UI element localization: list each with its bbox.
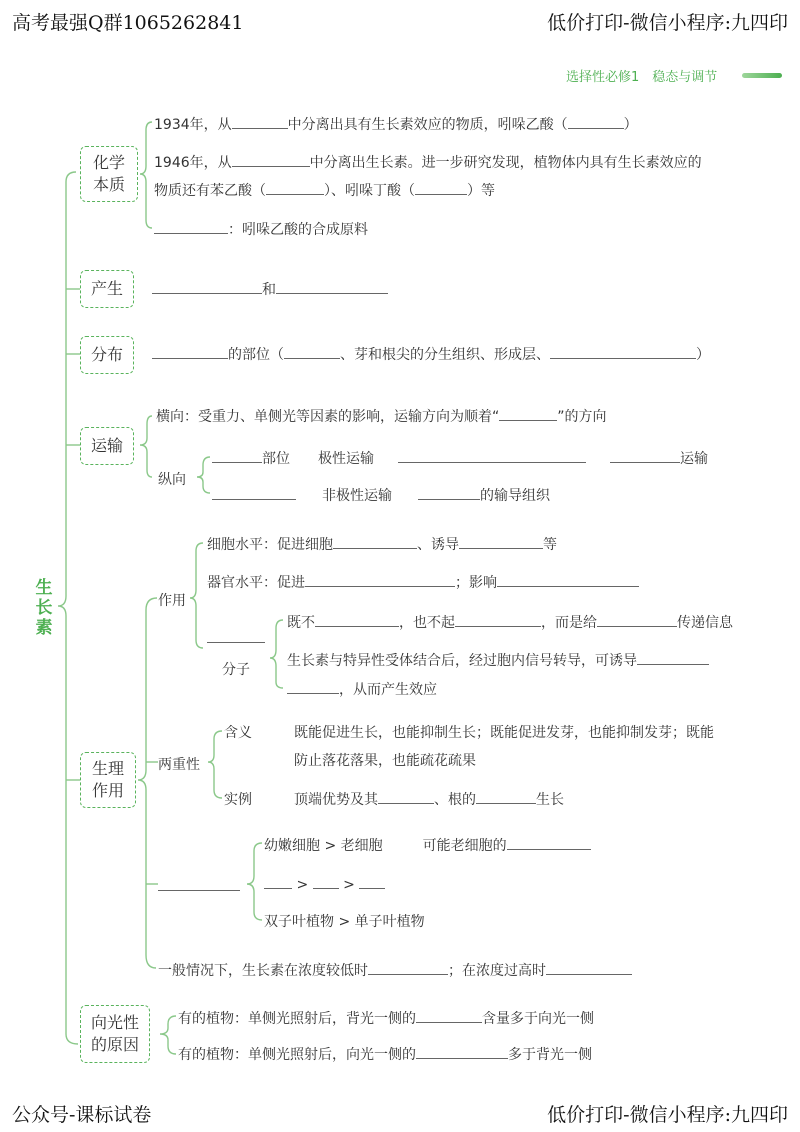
transport-horizontal-line: 横向：受重力、单侧光等因素的影响，运输方向为顺着“ ”的方向	[156, 406, 607, 426]
meaning-label: 含义	[224, 725, 252, 741]
transport-polar-line: 部位 极性运输 运输	[212, 448, 708, 468]
transport-nonpolar-line: 非极性运输 的输导组织	[212, 485, 550, 505]
sensitivity-line-1: 幼嫩细胞 > 老细胞 可能老细胞的	[264, 835, 591, 855]
node-label: 运输	[90, 436, 123, 455]
molecular-bracket	[270, 620, 283, 688]
node-phototropism-cause	[80, 1005, 150, 1063]
chem-bracket	[140, 122, 152, 228]
chem-line-other-auxins: 物质还有苯乙酸（ ）、吲哚丁酸（ ）等	[154, 180, 495, 200]
dual-effect-label: 两重性	[158, 757, 200, 773]
chapter-subtitle: 选择性必修1 稳态与调节	[566, 70, 718, 85]
general-concentration-line: 一般情况下，生长素在浓度较低时 ；在浓度过高时	[158, 960, 632, 980]
meaning-line-2: 防止落花落果，也能疏花疏果	[294, 753, 476, 769]
footer-left-text: 公众号-课标试卷	[12, 1104, 152, 1126]
phototropism-line-1: 有的植物：单侧光照射后，背光一侧的 含量多于向光一侧	[178, 1008, 594, 1028]
node-production	[80, 270, 134, 308]
header-left-text: 高考最强Q群1065262841	[12, 12, 244, 34]
node-label: 生理	[91, 759, 124, 778]
node-chemical-nature	[80, 146, 138, 202]
root-label-auxin: 生长素	[35, 578, 53, 638]
molecular-line-2: 生长素与特异性受体结合后，经过胞内信号转导，可诱导	[287, 650, 709, 670]
transport-bracket	[140, 416, 152, 477]
molecular-line-1: 既不 ，也不起 ，而是给 传递信息	[287, 612, 733, 632]
molecular-label: 分子	[222, 662, 250, 678]
phototropism-line-2: 有的植物：单侧光照射后，向光一侧的 多于背光一侧	[178, 1044, 592, 1064]
chem-line-precursor: ：吲哚乙酸的合成原料	[154, 219, 368, 239]
node-transport	[80, 427, 134, 465]
footer-right-text: 低价打印-微信小程序:九四印	[547, 1104, 788, 1126]
vertical-bracket	[197, 457, 210, 493]
sensitivity-line-2: > >	[264, 874, 385, 893]
node-label: 化学	[92, 153, 125, 172]
node-label: 产生	[90, 279, 123, 298]
node-physiological-action	[80, 752, 136, 808]
physio-bracket	[138, 598, 157, 968]
header-right-text: 低价打印-微信小程序:九四印	[547, 12, 788, 34]
example-line: 顶端优势及其 、根的 生长	[294, 789, 564, 809]
effect-cell-level: 细胞水平：促进细胞 、诱导 等	[207, 534, 557, 554]
node-distribution	[80, 336, 134, 374]
node-label: 作用	[91, 781, 124, 800]
chem-line-1946: 1946年，从 中分离出生长素。进一步研究发现，植物体内具有生长素效应的	[154, 152, 702, 172]
node-label: 向光性	[90, 1013, 139, 1032]
distribution-line: 的部位（ 、芽和根尖的分生组织、形成层、 ）	[152, 344, 710, 364]
sensitivity-blank	[158, 876, 240, 895]
effect-bracket	[190, 543, 203, 648]
node-label: 分布	[90, 345, 123, 364]
example-label: 实例	[224, 792, 252, 808]
transport-vertical-label: 纵向	[158, 472, 186, 488]
node-label: 本质	[92, 175, 125, 194]
node-label: 的原因	[90, 1035, 139, 1054]
phototropism-bracket	[160, 1016, 176, 1054]
sensitivity-line-3: 双子叶植物 > 单子叶植物	[264, 914, 425, 930]
effect-organ-level: 器官水平：促进 ；影响	[207, 572, 639, 592]
sensitivity-bracket	[247, 843, 262, 920]
chem-line-1934: 1934年，从 中分离出具有生长素效应的物质，吲哚乙酸（ ）	[154, 114, 638, 134]
effect-label: 作用	[158, 593, 186, 609]
meaning-line-1: 既能促进生长，也能抑制生长；既能促进发芽，也能抑制发芽；既能	[294, 725, 714, 741]
main-bracket	[58, 172, 78, 1044]
molecular-line-3: ，从而产生效应	[287, 679, 437, 699]
dual-bracket	[208, 731, 222, 798]
produce-line: 和	[152, 279, 388, 299]
